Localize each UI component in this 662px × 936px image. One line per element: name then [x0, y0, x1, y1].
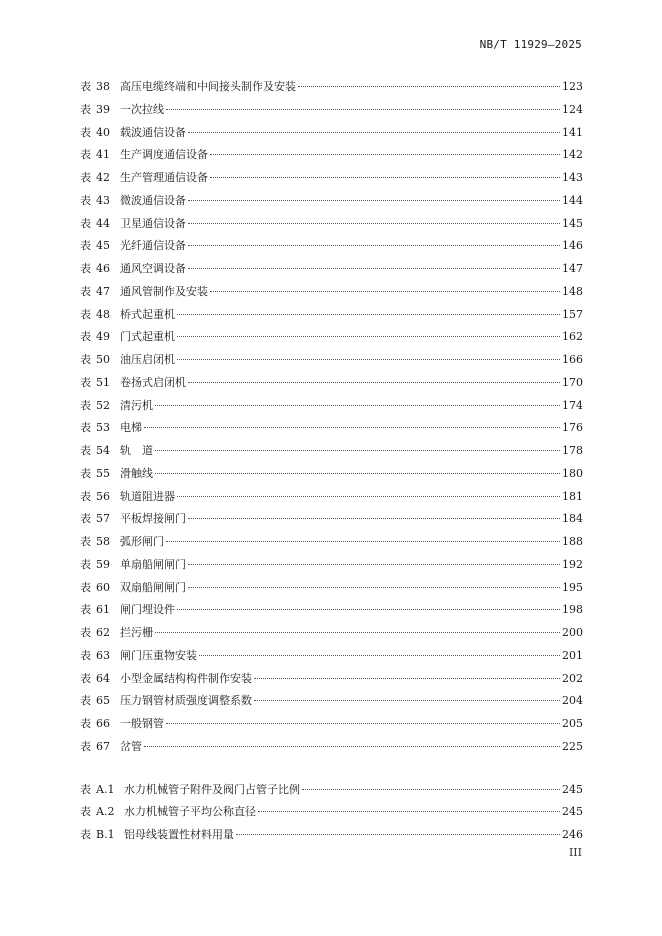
entry-title: 生产管理通信设备	[120, 171, 208, 184]
entry-number: 40	[96, 125, 110, 139]
entry-prefix: 表	[80, 489, 91, 503]
dot-leader	[177, 358, 560, 360]
entry-title: 轨 道	[120, 444, 153, 457]
entry-page: 166	[562, 353, 583, 366]
toc-entry[interactable]	[80, 239, 583, 262]
entry-number: 41	[96, 148, 110, 162]
toc-entry[interactable]	[80, 694, 583, 717]
dot-leader	[210, 153, 560, 155]
entry-prefix: 表	[80, 193, 91, 207]
entry-title: 卷扬式启闭机	[120, 375, 186, 389]
toc-entry[interactable]	[80, 558, 583, 581]
dot-leader	[254, 677, 560, 679]
entry-number: 56	[96, 489, 110, 503]
toc-entry[interactable]	[80, 399, 583, 422]
entry-number: 50	[96, 353, 110, 366]
entry-number: 61	[96, 603, 110, 617]
entry-page: 195	[562, 580, 583, 594]
entry-prefix: 表	[80, 125, 91, 139]
entry-title: 光纤通信设备	[120, 239, 186, 253]
toc-entry[interactable]	[80, 467, 583, 490]
entry-number: 67	[96, 739, 110, 753]
entry-prefix: 表	[80, 102, 91, 116]
entry-page: 188	[562, 535, 583, 548]
dot-leader	[188, 267, 560, 269]
dot-leader	[144, 745, 560, 747]
entry-page: 146	[562, 239, 583, 253]
entry-number: 66	[96, 717, 110, 730]
entry-page: 123	[562, 80, 583, 93]
entry-prefix: 表	[80, 648, 91, 662]
entry-prefix: 表	[80, 603, 91, 617]
dot-leader	[177, 335, 560, 337]
entry-page: 147	[562, 262, 583, 275]
entry-title: 闸门压重物安装	[120, 648, 197, 662]
entry-title: 双扇船闸闸门	[120, 580, 186, 594]
entry-title: 清污机	[120, 398, 153, 412]
dot-leader	[188, 517, 560, 519]
entry-number: 52	[96, 398, 110, 412]
entry-number: 54	[96, 444, 110, 457]
entry-page: 225	[562, 739, 583, 753]
entry-title: 滑触线	[120, 466, 153, 480]
dot-leader	[188, 244, 560, 246]
dot-leader	[155, 449, 560, 451]
entry-prefix: 表	[80, 307, 91, 321]
dot-leader	[177, 608, 560, 610]
entry-page: 200	[562, 626, 583, 639]
entry-title: 电梯	[120, 421, 142, 435]
entry-prefix: 表	[80, 80, 91, 93]
dot-leader	[188, 199, 560, 201]
toc-spacer	[80, 763, 583, 783]
entry-title: 高压电缆终端和中间接头制作及安装	[120, 80, 296, 93]
entry-title: 门式起重机	[120, 330, 175, 344]
entry-title: 单扇船闸闸门	[120, 557, 186, 571]
entry-page: 124	[562, 102, 583, 116]
entry-page: 174	[562, 398, 583, 412]
entry-number: 39	[96, 102, 110, 116]
toc-entry[interactable]	[80, 626, 583, 649]
entry-prefix: 表	[80, 466, 91, 480]
toc-entry[interactable]	[80, 285, 583, 308]
toc-entry[interactable]	[80, 444, 583, 467]
toc-entry[interactable]	[80, 126, 583, 149]
entry-prefix: 表	[80, 580, 91, 594]
toc-entry[interactable]	[80, 535, 583, 558]
dot-leader	[210, 176, 560, 178]
entry-number: 58	[96, 535, 110, 548]
entry-title: 拦污栅	[120, 626, 153, 639]
entry-title: 水力机械管子平均公称直径	[124, 805, 256, 819]
toc-entry[interactable]	[80, 80, 583, 103]
table-of-contents	[80, 80, 583, 851]
entry-prefix: 表	[80, 512, 91, 526]
dot-leader	[155, 404, 560, 406]
entry-title: 微波通信设备	[120, 193, 186, 207]
entry-page: 204	[562, 694, 583, 708]
entry-prefix: 表	[80, 239, 91, 253]
entry-title: 岔管	[120, 739, 142, 753]
entry-title: 平板焊接闸门	[120, 512, 186, 526]
entry-number: 64	[96, 671, 110, 685]
entry-number: 60	[96, 580, 110, 594]
entry-title: 压力钢管材质强度调整系数	[120, 694, 252, 708]
entry-title: 闸门埋设件	[120, 603, 175, 617]
toc-main-list	[80, 80, 583, 763]
dot-leader	[188, 131, 560, 133]
entry-number: B.1	[96, 828, 115, 841]
entry-title: 一次拉线	[120, 102, 164, 116]
entry-prefix: 表	[80, 353, 91, 366]
entry-page: 181	[562, 489, 583, 503]
entry-title: 通风管制作及安装	[120, 284, 208, 298]
entry-prefix: 表	[80, 284, 91, 298]
dot-leader	[258, 810, 560, 812]
toc-appendix-list	[80, 783, 583, 851]
dot-leader	[298, 85, 560, 87]
entry-title: 卫星通信设备	[120, 216, 186, 230]
entry-number: A.1	[96, 782, 115, 796]
entry-number: 55	[96, 466, 110, 480]
entry-number: 45	[96, 239, 110, 253]
entry-prefix: 表	[80, 330, 91, 344]
dot-leader	[199, 654, 560, 656]
dot-leader	[302, 788, 560, 790]
entry-number: 62	[96, 626, 110, 639]
entry-prefix: 表	[80, 375, 91, 389]
page-number: III	[568, 846, 582, 859]
entry-prefix: 表	[80, 828, 91, 841]
entry-page: 178	[562, 444, 583, 457]
dot-leader	[188, 381, 560, 383]
entry-page: 142	[562, 148, 583, 162]
entry-page: 162	[562, 330, 583, 344]
entry-page: 180	[562, 466, 583, 480]
entry-prefix: 表	[80, 421, 91, 435]
toc-entry[interactable]	[80, 512, 583, 535]
entry-number: 49	[96, 330, 110, 344]
entry-number: 46	[96, 262, 110, 275]
entry-title: 水力机械管子附件及阀门占管子比例	[124, 782, 300, 796]
entry-number: 51	[96, 375, 110, 389]
entry-number: 63	[96, 648, 110, 662]
entry-prefix: 表	[80, 171, 91, 184]
toc-entry[interactable]	[80, 194, 583, 217]
dot-leader	[188, 586, 560, 588]
entry-title: 铝母线装置性材料用量	[124, 828, 234, 841]
entry-title: 生产调度通信设备	[120, 148, 208, 162]
entry-prefix: 表	[80, 444, 91, 457]
toc-entry[interactable]	[80, 103, 583, 126]
entry-number: 57	[96, 512, 110, 526]
dot-leader	[166, 722, 560, 724]
toc-entry[interactable]	[80, 421, 583, 444]
entry-prefix: 表	[80, 782, 91, 796]
toc-entry[interactable]	[80, 740, 583, 763]
toc-entry[interactable]	[80, 581, 583, 604]
entry-page: 144	[562, 193, 583, 207]
entry-title: 弧形闸门	[120, 535, 164, 548]
entry-page: 141	[562, 125, 583, 139]
dot-leader	[155, 472, 560, 474]
entry-title: 载波通信设备	[120, 125, 186, 139]
entry-page: 245	[562, 782, 583, 796]
entry-prefix: 表	[80, 535, 91, 548]
dot-leader	[236, 833, 560, 835]
entry-prefix: 表	[80, 398, 91, 412]
entry-page: 184	[562, 512, 583, 526]
entry-title: 轨道阻进器	[120, 489, 175, 503]
entry-prefix: 表	[80, 626, 91, 639]
dot-leader	[177, 313, 560, 315]
toc-entry[interactable]	[80, 783, 583, 806]
entry-page: 192	[562, 557, 583, 571]
toc-entry[interactable]	[80, 649, 583, 672]
toc-entry[interactable]	[80, 262, 583, 285]
entry-prefix: 表	[80, 671, 91, 685]
entry-number: 44	[96, 216, 110, 230]
toc-entry[interactable]	[80, 376, 583, 399]
entry-prefix: 表	[80, 557, 91, 571]
entry-number: A.2	[96, 805, 115, 819]
entry-prefix: 表	[80, 262, 91, 275]
entry-number: 42	[96, 171, 110, 184]
toc-entry[interactable]	[80, 672, 583, 695]
entry-page: 143	[562, 171, 583, 184]
entry-page: 246	[562, 828, 583, 841]
entry-title: 通风空调设备	[120, 262, 186, 275]
entry-number: 65	[96, 694, 110, 708]
entry-prefix: 表	[80, 739, 91, 753]
entry-prefix: 表	[80, 148, 91, 162]
entry-number: 38	[96, 80, 110, 93]
dot-leader	[210, 290, 560, 292]
entry-page: 245	[562, 805, 583, 819]
toc-entry[interactable]	[80, 308, 583, 331]
toc-entry[interactable]	[80, 217, 583, 240]
toc-entry[interactable]	[80, 828, 583, 851]
entry-prefix: 表	[80, 694, 91, 708]
entry-number: 48	[96, 307, 110, 321]
entry-page: 202	[562, 671, 583, 685]
entry-page: 148	[562, 284, 583, 298]
toc-entry[interactable]	[80, 171, 583, 194]
entry-title: 一般钢管	[120, 717, 164, 730]
entry-prefix: 表	[80, 717, 91, 730]
entry-page: 145	[562, 216, 583, 230]
toc-entry[interactable]	[80, 603, 583, 626]
entry-number: 47	[96, 284, 110, 298]
dot-leader	[254, 699, 560, 701]
toc-entry[interactable]	[80, 148, 583, 171]
document-number: NB/T 11929—2025	[479, 38, 582, 51]
toc-entry[interactable]	[80, 805, 583, 828]
dot-leader	[177, 495, 560, 497]
entry-prefix: 表	[80, 216, 91, 230]
toc-entry[interactable]	[80, 717, 583, 740]
dot-leader	[188, 563, 560, 565]
entry-title: 小型金属结构构件制作安装	[120, 671, 252, 685]
dot-leader	[166, 108, 560, 110]
entry-title: 桥式起重机	[120, 307, 175, 321]
dot-leader	[188, 222, 560, 224]
entry-page: 205	[562, 717, 583, 730]
entry-page: 201	[562, 648, 583, 662]
dot-leader	[144, 426, 560, 428]
entry-title: 油压启闭机	[120, 353, 175, 366]
entry-page: 157	[562, 307, 583, 321]
toc-entry[interactable]	[80, 353, 583, 376]
entry-page: 176	[562, 421, 583, 435]
toc-entry[interactable]	[80, 490, 583, 513]
entry-number: 53	[96, 421, 110, 435]
entry-prefix: 表	[80, 805, 91, 819]
entry-page: 198	[562, 603, 583, 617]
dot-leader	[155, 631, 560, 633]
dot-leader	[166, 540, 560, 542]
entry-number: 43	[96, 193, 110, 207]
toc-entry[interactable]	[80, 330, 583, 353]
entry-number: 59	[96, 557, 110, 571]
entry-page: 170	[562, 375, 583, 389]
